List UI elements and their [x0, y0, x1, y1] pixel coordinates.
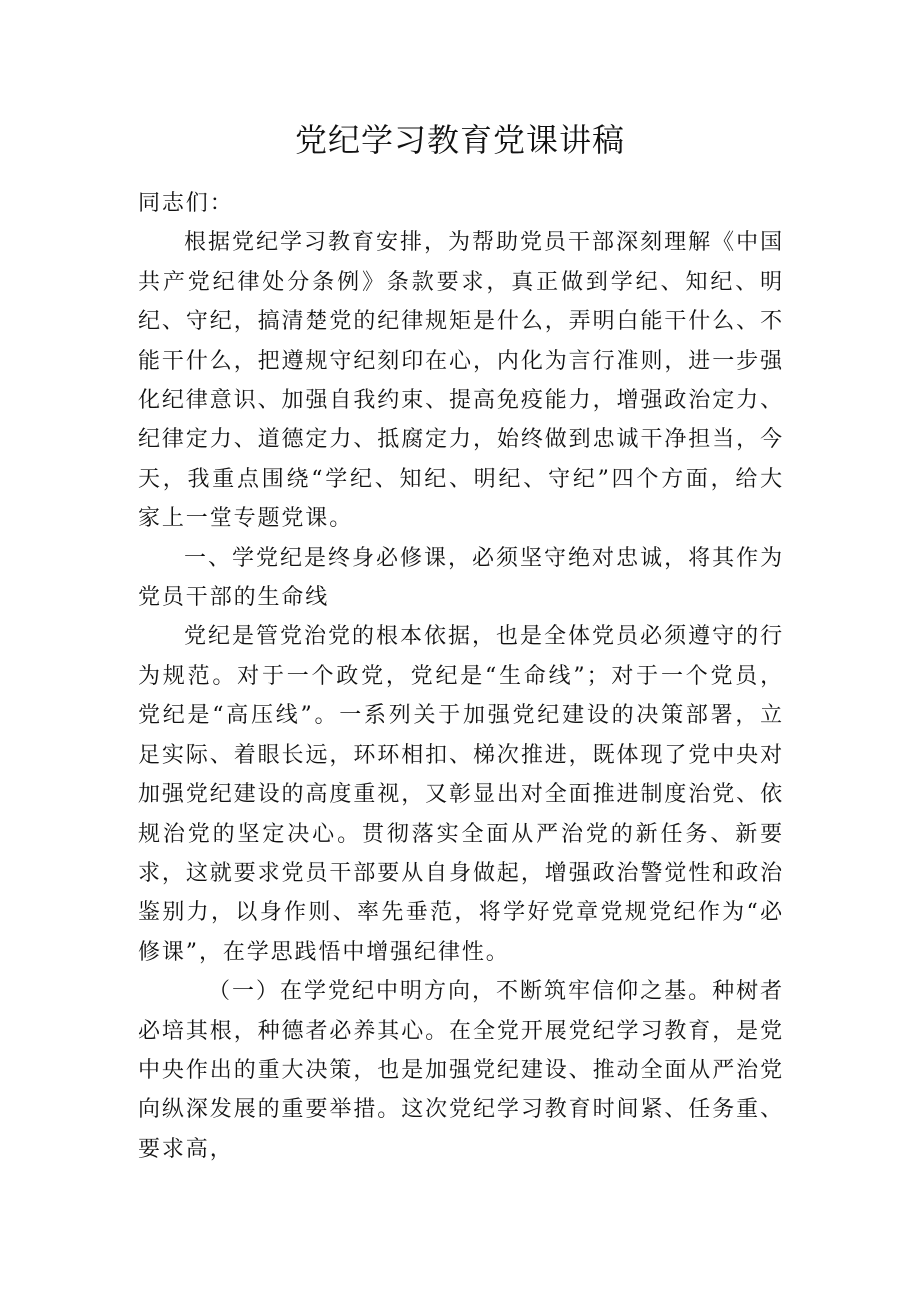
section-heading-1: 一、学党纪是终身必修课，必须坚守绝对忠诚，将其作为党员干部的生命线 [138, 545, 784, 611]
paragraph-section-1: 党纪是管党治党的根本依据，也是全体党员必须遵守的行为规范。对于一个政党，党纪是“生命线”；对于一个党员，党纪是“高压线”。一系列关于加强党纪建设的决策部署，立足实际、着眼长远，环环相扣、梯次推进，既体现了党中央对加强党纪建设的高度重视，又彰显出对全面推进制度治党、依规治党的坚定决心。贯彻落实全面从严治党的新任务、新要求，这就要求党员干部要从自身做起，增强政治警觉性和政治鉴别力，以身作则、率先垂范，将学好党章党规党纪作为“必修课”，在学思践悟中增强纪律性。 [138, 624, 784, 965]
document-body [138, 184, 784, 1169]
document-title: 党纪学习教育党课讲稿 [294, 121, 625, 159]
greeting: 同志们： [138, 191, 234, 216]
paragraph-subsection-1: （一）在学党纪中明方向，不断筑牢信仰之基。种树者必培其根，种德者必养其心。在全党开展党纪学习教育，是党中央作出的重大决策，也是加强党纪建设、推动全面从严治党向纵深发展的重要举措。这次党纪学习教育时间紧、任务重、要求高， [138, 979, 784, 1162]
paragraph-intro: 根据党纪学习教育安排，为帮助党员干部深刻理解《中国共产党纪律处分条例》条款要求，真正做到学纪、知纪、明纪、守纪，搞清楚党的纪律规矩是什么，弄明白能干什么、不能干什么，把遵规守纪刻印在心，内化为言行准则，进一步强化纪律意识、加强自我约束、提高免疫能力，增强政治定力、纪律定力、道德定力、抵腐定力，始终做到忠诚干净担当，今天，我重点围绕“学纪、知纪、明纪、守纪”四个方面，给大家上一堂专题党课。 [138, 230, 784, 532]
